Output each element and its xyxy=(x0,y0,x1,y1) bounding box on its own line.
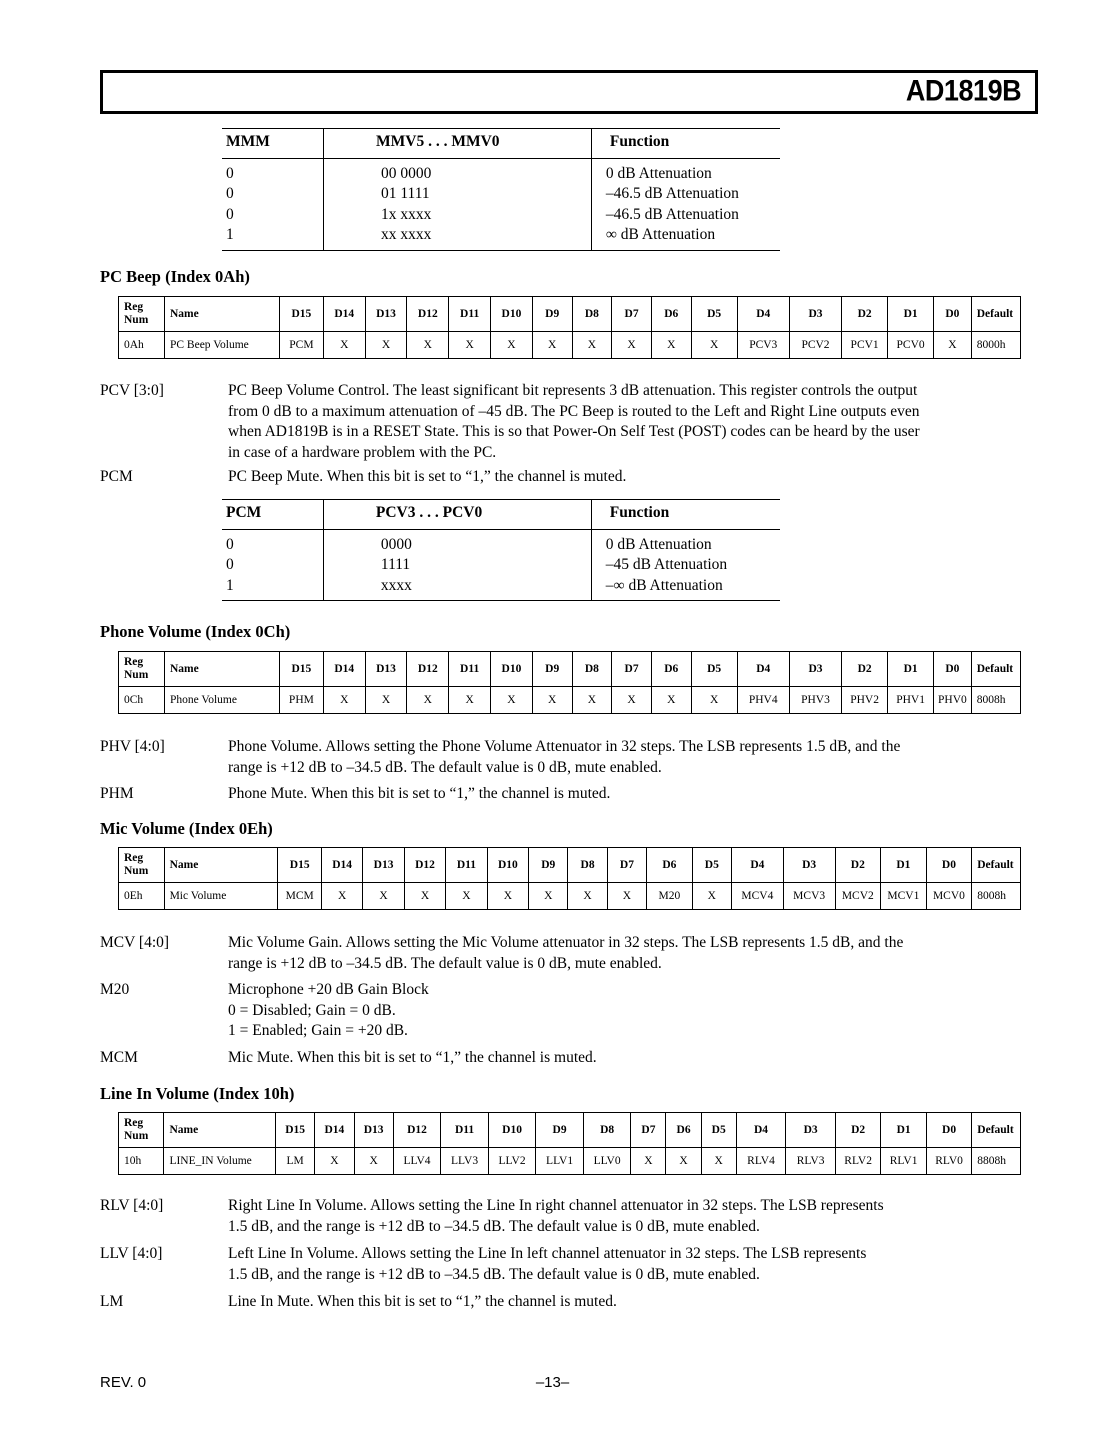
cell-d4: PCV3 xyxy=(737,332,789,359)
cell-d3: PCV2 xyxy=(789,332,841,359)
table-header-row xyxy=(119,848,1021,883)
cell-d6: X xyxy=(651,687,691,714)
description-mcm xyxy=(100,1048,1030,1069)
description-tag: PCM xyxy=(100,468,133,485)
table-row xyxy=(222,205,780,226)
column-header-d12: D12 xyxy=(404,848,445,883)
column-header-d7: D7 xyxy=(612,297,652,332)
column-header-d9: D9 xyxy=(529,848,568,883)
column-header-d11: D11 xyxy=(446,848,487,883)
cell-function: ∞ dB Attenuation xyxy=(591,225,780,250)
page-header-box xyxy=(100,70,1038,114)
description-body: Phone Volume. Allows setting the Phone Volume Attenuator in 32 steps. The LSB represents 1.5 dB, and the range is +12 dB to –34.5 dB. The default value is 0 dB, mute enabled. xyxy=(228,738,901,776)
cell-d0: MCV0 xyxy=(926,883,972,910)
column-header-d7: D7 xyxy=(607,848,646,883)
cell-d14: X xyxy=(315,1148,354,1175)
cell-d11: X xyxy=(449,332,491,359)
cell-d4: MCV4 xyxy=(732,883,784,910)
cell-d8: X xyxy=(568,883,607,910)
cell-d8: X xyxy=(572,332,612,359)
cell-d15: LM xyxy=(276,1148,315,1175)
cell-d13: X xyxy=(365,332,407,359)
cell-d0: X xyxy=(934,332,972,359)
column-header-d9: D9 xyxy=(536,1113,584,1148)
description-tag: LM xyxy=(100,1293,124,1310)
column-header-d6: D6 xyxy=(651,297,691,332)
description-pcm xyxy=(100,467,1030,488)
cell-function: 0 dB Attenuation xyxy=(591,158,780,184)
description-lm xyxy=(100,1292,1030,1313)
cell-d9: X xyxy=(529,883,568,910)
cell-d12: LLV4 xyxy=(393,1148,441,1175)
column-header-d5: D5 xyxy=(691,652,737,687)
footer-page-number: –13– xyxy=(535,1374,570,1391)
section-heading-line-in-volume: Line In Volume (Index 10h) xyxy=(100,1084,295,1103)
column-header-d7: D7 xyxy=(612,652,652,687)
description-tag: PCV [3:0] xyxy=(100,382,164,399)
cell-d9: X xyxy=(532,687,572,714)
column-header-mmv: MMV5 . . . MMV0 xyxy=(324,129,592,158)
cell-mmv: 1x xxxx xyxy=(324,205,592,226)
cell-d1: RLV1 xyxy=(881,1148,926,1175)
cell-d13: X xyxy=(354,1148,393,1175)
cell-d1: PCV0 xyxy=(888,332,934,359)
column-header-reg-num: Reg Num xyxy=(119,652,165,687)
cell-d6: M20 xyxy=(647,883,693,910)
cell-default: 8008h xyxy=(971,687,1020,714)
column-header-name: Name xyxy=(164,848,278,883)
table-row xyxy=(119,687,1021,714)
column-header-d5: D5 xyxy=(692,848,731,883)
cell-function: –46.5 dB Attenuation xyxy=(591,184,780,205)
column-header-d3: D3 xyxy=(789,652,841,687)
table-row xyxy=(222,225,780,250)
column-header-d11: D11 xyxy=(449,652,491,687)
description-body: Right Line In Volume. Allows setting the Line In right channel attenuator in 32 steps. The LSB represents 1.5 dB, and the range is +12 dB to –34.5 dB. The default value is 0 dB, mute enabled. xyxy=(228,1197,884,1235)
column-header-d3: D3 xyxy=(789,297,841,332)
description-tag: PHM xyxy=(100,785,134,802)
column-header-d1: D1 xyxy=(888,652,934,687)
cell-d12: X xyxy=(407,332,449,359)
column-header-d13: D13 xyxy=(365,297,407,332)
cell-d4: PHV4 xyxy=(737,687,789,714)
cell-d14: X xyxy=(323,687,365,714)
cell-d3: RLV3 xyxy=(786,1148,836,1175)
column-header-d2: D2 xyxy=(842,297,888,332)
cell-pcm: 0 xyxy=(226,556,234,573)
cell-d6: X xyxy=(666,1148,701,1175)
cell-function: –45 dB Attenuation xyxy=(591,555,780,576)
table-header-row xyxy=(222,129,780,158)
column-header-d10: D10 xyxy=(491,652,533,687)
cell-d5: X xyxy=(691,687,737,714)
column-header-default: Default xyxy=(971,652,1020,687)
column-header-d15: D15 xyxy=(276,1113,315,1148)
table-row xyxy=(222,576,780,601)
cell-function: –∞ dB Attenuation xyxy=(591,576,780,601)
description-body: Left Line In Volume. Allows setting the Line In left channel attenuator in 32 steps. The LSB represents 1.5 dB, and the range is +12 dB to –34.5 dB. The default value is 0 dB, mute enabled. xyxy=(228,1245,867,1283)
column-header-d9: D9 xyxy=(532,297,572,332)
column-header-d0: D0 xyxy=(926,848,972,883)
table-header-row xyxy=(119,297,1021,332)
cell-d9: X xyxy=(532,332,572,359)
cell-function: 0 dB Attenuation xyxy=(591,529,780,555)
column-header-pcv: PCV3 . . . PCV0 xyxy=(323,500,591,529)
column-header-d13: D13 xyxy=(354,1113,393,1148)
cell-d3: MCV3 xyxy=(783,883,835,910)
column-header-d4: D4 xyxy=(737,652,789,687)
column-header-d8: D8 xyxy=(568,848,607,883)
column-header-name: Name xyxy=(164,297,279,332)
column-header-d15: D15 xyxy=(279,297,323,332)
column-header-d10: D10 xyxy=(491,297,533,332)
column-header-d2: D2 xyxy=(835,1113,880,1148)
cell-name: Mic Volume xyxy=(164,883,278,910)
table-row xyxy=(222,158,780,184)
cell-d11: X xyxy=(449,687,491,714)
column-header-d9: D9 xyxy=(532,652,572,687)
cell-pcm: 1 xyxy=(222,576,323,601)
column-header-d3: D3 xyxy=(783,848,835,883)
column-header-reg-num: Reg Num xyxy=(119,848,165,883)
description-tag: MCM xyxy=(100,1049,138,1066)
column-header-d11: D11 xyxy=(441,1113,489,1148)
pcm-attenuation-table xyxy=(222,499,780,601)
cell-d10: LLV2 xyxy=(488,1148,536,1175)
description-body: Microphone +20 dB Gain Block 0 = Disabled; Gain = 0 dB. 1 = Enabled; Gain = +20 dB. xyxy=(228,981,429,1039)
cell-function: –46.5 dB Attenuation xyxy=(591,205,780,226)
table-header-row xyxy=(119,1113,1021,1148)
column-header-reg-num: Reg Num xyxy=(119,1113,164,1148)
table-header-row xyxy=(222,500,780,529)
cell-d5: X xyxy=(701,1148,736,1175)
column-header-d5: D5 xyxy=(701,1113,736,1148)
cell-default: 8000h xyxy=(971,332,1020,359)
description-body: Mic Mute. When this bit is set to “1,” the channel is muted. xyxy=(228,1049,597,1066)
column-header-d14: D14 xyxy=(323,297,365,332)
table-row xyxy=(119,332,1021,359)
section-heading-phone-volume: Phone Volume (Index 0Ch) xyxy=(100,622,291,641)
cell-d7: X xyxy=(612,687,652,714)
table-row xyxy=(119,883,1021,910)
cell-name: Phone Volume xyxy=(164,687,279,714)
description-tag: RLV [4:0] xyxy=(100,1197,164,1214)
register-table-line-in-volume xyxy=(118,1112,1021,1175)
description-pcv xyxy=(100,381,1030,463)
column-header-reg-num: Reg Num xyxy=(119,297,165,332)
column-header-d4: D4 xyxy=(737,297,789,332)
column-header-d6: D6 xyxy=(647,848,693,883)
description-body: PC Beep Mute. When this bit is set to “1,” the channel is muted. xyxy=(228,468,627,485)
part-number-title xyxy=(893,74,1021,108)
column-header-function: Function xyxy=(591,500,780,529)
cell-d5: X xyxy=(691,332,737,359)
cell-d12: X xyxy=(404,883,445,910)
cell-d15: PHM xyxy=(279,687,323,714)
cell-d10: X xyxy=(491,332,533,359)
column-header-d14: D14 xyxy=(323,652,365,687)
footer-revision: REV. 0 xyxy=(100,1374,147,1391)
cell-d13: X xyxy=(363,883,404,910)
column-header-d10: D10 xyxy=(487,848,528,883)
cell-reg-num: 0Eh xyxy=(119,883,165,910)
column-header-pcm: PCM xyxy=(222,500,323,529)
cell-d11: LLV3 xyxy=(441,1148,489,1175)
column-header-d10: D10 xyxy=(488,1113,536,1148)
table-row xyxy=(222,529,780,555)
cell-reg-num: 0Ch xyxy=(119,687,165,714)
cell-d10: X xyxy=(491,687,533,714)
description-rlv xyxy=(100,1196,1030,1237)
cell-d2: RLV2 xyxy=(835,1148,880,1175)
column-header-d6: D6 xyxy=(666,1113,701,1148)
cell-mmv: xx xxxx xyxy=(324,225,592,250)
column-header-d1: D1 xyxy=(888,297,934,332)
cell-d9: LLV1 xyxy=(536,1148,584,1175)
column-header-d4: D4 xyxy=(732,848,784,883)
column-header-default: Default xyxy=(972,1113,1021,1148)
description-body: Phone Mute. When this bit is set to “1,” the channel is muted. xyxy=(228,785,611,802)
column-header-d8: D8 xyxy=(572,652,612,687)
column-header-default: Default xyxy=(971,297,1020,332)
cell-d0: PHV0 xyxy=(934,687,972,714)
cell-reg-num: 10h xyxy=(119,1148,164,1175)
description-body: Line In Mute. When this bit is set to “1,” the channel is muted. xyxy=(228,1293,617,1310)
cell-mmm: 0 xyxy=(226,164,234,182)
register-table-mic-volume xyxy=(118,847,1021,910)
cell-default: 8808h xyxy=(972,1148,1021,1175)
cell-pcv: 0000 xyxy=(323,529,591,555)
column-header-d6: D6 xyxy=(651,652,691,687)
column-header-d0: D0 xyxy=(934,297,972,332)
column-header-d13: D13 xyxy=(365,652,407,687)
column-header-d1: D1 xyxy=(881,1113,926,1148)
mmm-attenuation-table xyxy=(222,128,780,251)
section-heading-mic-volume: Mic Volume (Index 0Eh) xyxy=(100,819,273,838)
column-header-d12: D12 xyxy=(407,652,449,687)
cell-d2: PHV2 xyxy=(842,687,888,714)
column-header-d14: D14 xyxy=(321,848,362,883)
column-header-d11: D11 xyxy=(449,297,491,332)
column-header-default: Default xyxy=(972,848,1021,883)
cell-d14: X xyxy=(323,332,365,359)
cell-d12: X xyxy=(407,687,449,714)
column-header-d0: D0 xyxy=(934,652,972,687)
register-table-pc-beep xyxy=(118,296,1021,359)
cell-d1: MCV1 xyxy=(881,883,927,910)
description-tag: PHV [4:0] xyxy=(100,738,165,755)
cell-name: LINE_IN Volume xyxy=(164,1148,276,1175)
column-header-d0: D0 xyxy=(926,1113,971,1148)
table-row xyxy=(222,184,780,205)
column-header-d8: D8 xyxy=(572,297,612,332)
cell-d15: MCM xyxy=(278,883,321,910)
column-header-d15: D15 xyxy=(279,652,323,687)
description-tag: LLV [4:0] xyxy=(100,1245,163,1262)
cell-mmm: 1 xyxy=(222,225,324,250)
description-body: Mic Volume Gain. Allows setting the Mic Volume attenuator in 32 steps. The LSB represents 1.5 dB, and the range is +12 dB to –34.5 dB. The default value is 0 dB, mute enabled. xyxy=(228,934,904,972)
description-m20 xyxy=(100,980,1030,1042)
cell-d15: PCM xyxy=(279,332,323,359)
cell-d4: RLV4 xyxy=(736,1148,786,1175)
column-header-d2: D2 xyxy=(835,848,881,883)
part-number-text: AD1819B xyxy=(905,74,1021,108)
table-row xyxy=(119,1148,1021,1175)
cell-reg-num: 0Ah xyxy=(119,332,165,359)
column-header-d2: D2 xyxy=(842,652,888,687)
cell-d5: X xyxy=(692,883,731,910)
column-header-d5: D5 xyxy=(691,297,737,332)
cell-name: PC Beep Volume xyxy=(164,332,279,359)
description-tag: MCV [4:0] xyxy=(100,934,170,951)
description-phm xyxy=(100,784,1030,805)
cell-mmv: 01 1111 xyxy=(324,184,592,205)
cell-d13: X xyxy=(365,687,407,714)
cell-d14: X xyxy=(321,883,362,910)
column-header-d14: D14 xyxy=(315,1113,354,1148)
cell-d8: X xyxy=(572,687,612,714)
description-body: PC Beep Volume Control. The least significant bit represents 3 dB attenuation. This register controls the output from 0 dB to a maximum attenuation of –45 dB. The PC Beep is routed to the Left and Right Line outputs even when AD1819B is in a RESET State. This is so that Power-On Self Test (POST) codes can be heard by the user in case of a hardware problem with the PC. xyxy=(228,382,920,461)
cell-mmm: 0 xyxy=(226,185,234,202)
register-table-phone-volume xyxy=(118,651,1021,714)
cell-d7: X xyxy=(607,883,646,910)
description-mcv xyxy=(100,933,1030,974)
column-header-d7: D7 xyxy=(631,1113,666,1148)
column-header-d12: D12 xyxy=(407,297,449,332)
cell-d0: RLV0 xyxy=(926,1148,971,1175)
cell-pcm: 0 xyxy=(226,535,234,553)
table-row xyxy=(222,555,780,576)
cell-pcv: xxxx xyxy=(323,576,591,601)
column-header-d1: D1 xyxy=(881,848,927,883)
cell-mmm: 0 xyxy=(226,205,234,223)
cell-d3: PHV3 xyxy=(789,687,841,714)
cell-d7: X xyxy=(612,332,652,359)
cell-d10: X xyxy=(487,883,528,910)
table-header-row xyxy=(119,652,1021,687)
column-header-mmm: MMM xyxy=(222,129,324,158)
cell-d8: LLV0 xyxy=(583,1148,631,1175)
column-header-function: Function xyxy=(591,129,780,158)
description-llv xyxy=(100,1244,1030,1285)
cell-default: 8008h xyxy=(972,883,1021,910)
column-header-d4: D4 xyxy=(736,1113,786,1148)
cell-d6: X xyxy=(651,332,691,359)
column-header-d12: D12 xyxy=(393,1113,441,1148)
column-header-name: Name xyxy=(164,1113,276,1148)
description-phv xyxy=(100,737,1030,778)
column-header-d8: D8 xyxy=(583,1113,631,1148)
cell-d2: PCV1 xyxy=(842,332,888,359)
cell-d7: X xyxy=(631,1148,666,1175)
cell-pcv: 1111 xyxy=(323,555,591,576)
section-heading-pc-beep: PC Beep (Index 0Ah) xyxy=(100,267,250,286)
description-tag: M20 xyxy=(100,981,130,998)
column-header-d13: D13 xyxy=(363,848,404,883)
cell-d11: X xyxy=(446,883,487,910)
cell-d1: PHV1 xyxy=(888,687,934,714)
column-header-name: Name xyxy=(164,652,279,687)
column-header-d15: D15 xyxy=(278,848,321,883)
column-header-d3: D3 xyxy=(786,1113,836,1148)
cell-d2: MCV2 xyxy=(835,883,881,910)
cell-mmv: 00 0000 xyxy=(324,158,592,184)
